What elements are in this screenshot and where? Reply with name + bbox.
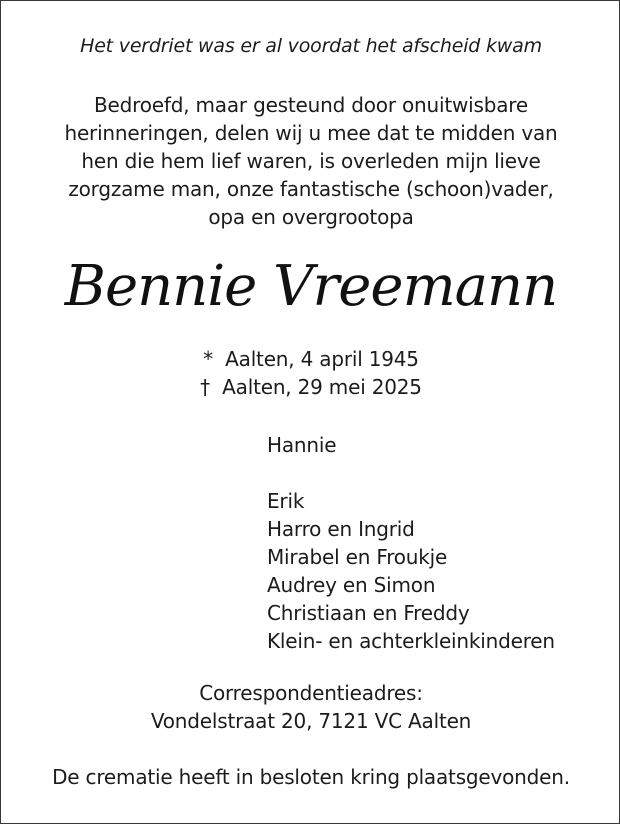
intro-line: opa en overgrootopa	[208, 205, 414, 229]
address-label: Correspondentieadres:	[199, 681, 423, 705]
birth-symbol: *	[203, 347, 213, 371]
mourner: Klein- en achterkleinkinderen	[267, 629, 555, 653]
life-dates	[1, 345, 620, 401]
death-line	[1, 373, 620, 401]
mourners-list	[267, 431, 555, 655]
correspondence-address	[1, 679, 620, 735]
motto-text: Het verdriet was er al voordat het afscheid kwam	[80, 35, 542, 57]
intro-line: hen die hem lief waren, is overleden mijn lieve	[81, 149, 541, 173]
intro-text	[1, 91, 620, 231]
birth-date: Aalten, 4 april 1945	[225, 347, 419, 371]
intro-line: zorgzame man, onze fantastische (schoon)vader,	[68, 177, 554, 201]
death-date: Aalten, 29 mei 2025	[222, 375, 422, 399]
intro-line: herinneringen, delen wij u mee dat te midden van	[64, 121, 558, 145]
mourner: Mirabel en Froukje	[267, 545, 448, 569]
deceased-name: Bennie Vreemann	[64, 254, 558, 319]
mourner: Audrey en Simon	[267, 573, 436, 597]
closing-text: De crematie heeft in besloten kring plaatsgevonden.	[52, 765, 570, 789]
mourner: Harro en Ingrid	[267, 517, 415, 541]
death-symbol: †	[200, 375, 210, 399]
mourner: Erik	[267, 489, 305, 513]
mourner: Christiaan en Freddy	[267, 601, 470, 625]
intro-line: Bedroefd, maar gesteund door onuitwisbare	[94, 93, 528, 117]
birth-line	[1, 345, 620, 373]
mourner-spouse: Hannie	[267, 433, 337, 457]
address-line: Vondelstraat 20, 7121 VC Aalten	[150, 709, 472, 733]
